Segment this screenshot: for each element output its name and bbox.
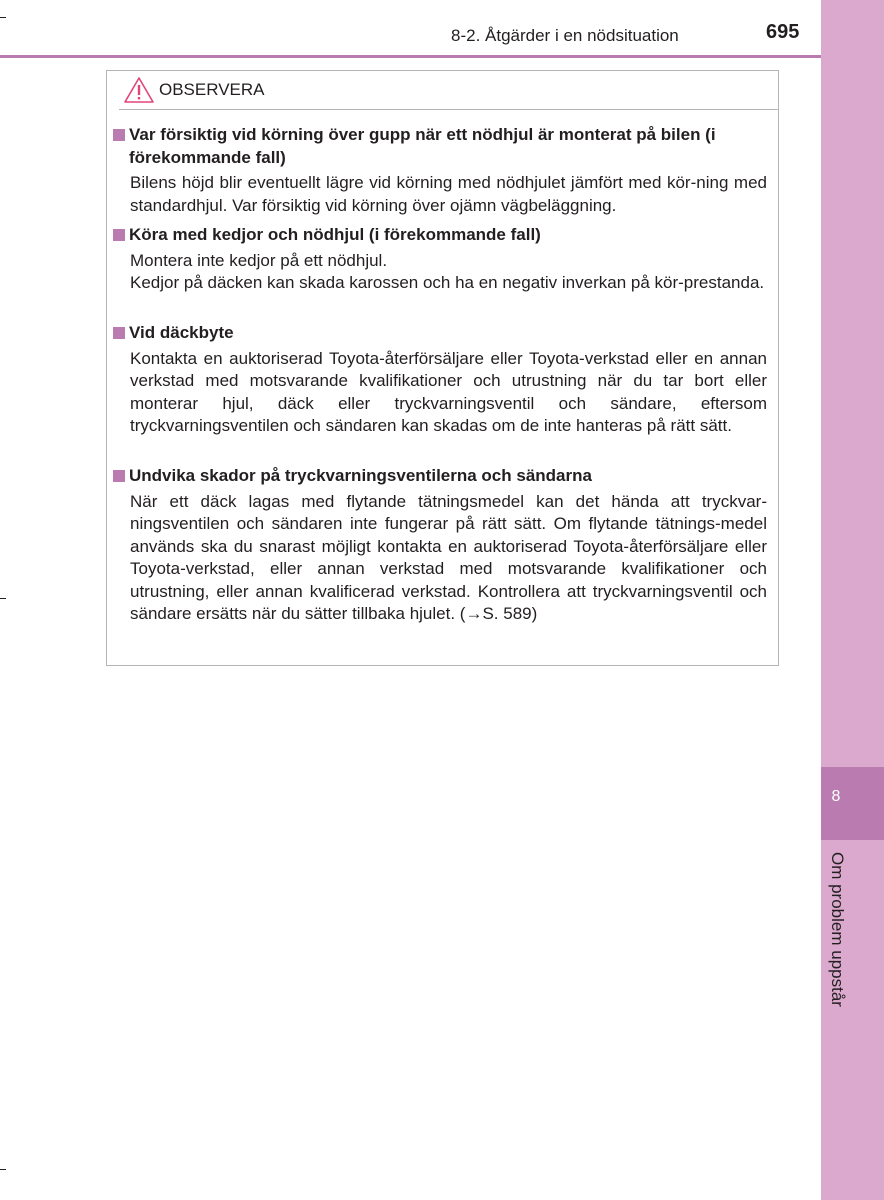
chapter-number: 8 [831,788,841,805]
warning-item-bump-driving [113,124,767,217]
item-body [113,348,767,438]
page-number: 695 [766,21,800,43]
item-title: Köra med kedjor och nödhjul (i förekommande fall) [113,224,767,247]
item-paragraph: Montera inte kedjor på ett nödhjul. [130,250,388,270]
item-title: Var försiktig vid körning över gupp när ett nödhjul är monterat på bilen (i förekommande fall) [113,124,767,169]
crop-mark [0,17,6,18]
warning-box [106,70,779,666]
crop-mark [0,598,6,599]
item-body [113,491,767,626]
item-paragraph: Kedjor på däcken kan skada karossen och ha en negativ inverkan på kör-prestanda. [130,273,765,292]
chapter-side-tab [821,0,884,1200]
section-title: 8-2. Åtgärder i en nödsituation [451,26,679,45]
header-rule [0,55,821,58]
crop-mark [0,1169,6,1170]
warning-label: OBSERVERA [159,80,265,99]
warning-header [119,71,779,110]
warning-item-tire-change [113,322,767,438]
warning-triangle-icon [123,76,155,104]
item-paragraph: När ett däck lagas med flytande tätningsmedel kan det hända att tryckvar-ningsventilen och sändaren inte fungerar på rätt sätt. Om flytande tätnings-medel används ska du snarast möjligt kontakta en auktoriserad Toyota-återförsäljare eller Toyota-verkstad, eller annan verkstad med motsvarande kvalifikationer och utrustning, eller annan kvalificerad verkstad. Kontrollera att tryckvarningsventil och sändare ersätts när du sätter tillbaka hjulet. (→S. 589) [130,491,767,623]
chapter-title: Om problem uppstår [828,852,847,1007]
item-paragraph: Bilens höjd blir eventuellt lägre vid körning med nödhjulet jämfört med kör-ning med standardhjul. Var försiktig vid körning över ojämn vägbeläggning. [130,173,767,215]
warning-item-valve-damage [113,465,767,626]
item-paragraph: Kontakta en auktoriserad Toyota-återförsäljare eller Toyota-verkstad eller en annan verkstad med motsvarande kvalifikationer och utrustning när du tar bort eller monterar hjul, däck eller tryckvarningsventil och sändare, eftersom tryckvarningsventilen och sändaren kan skadas om de inte hanteras på rätt sätt. [130,348,767,435]
warning-item-snow-chains [113,224,767,295]
item-body [113,250,767,295]
item-body [113,172,767,217]
item-title: Undvika skador på tryckvarningsventilerna och sändarna [113,465,767,488]
item-title: Vid däckbyte [113,322,767,345]
